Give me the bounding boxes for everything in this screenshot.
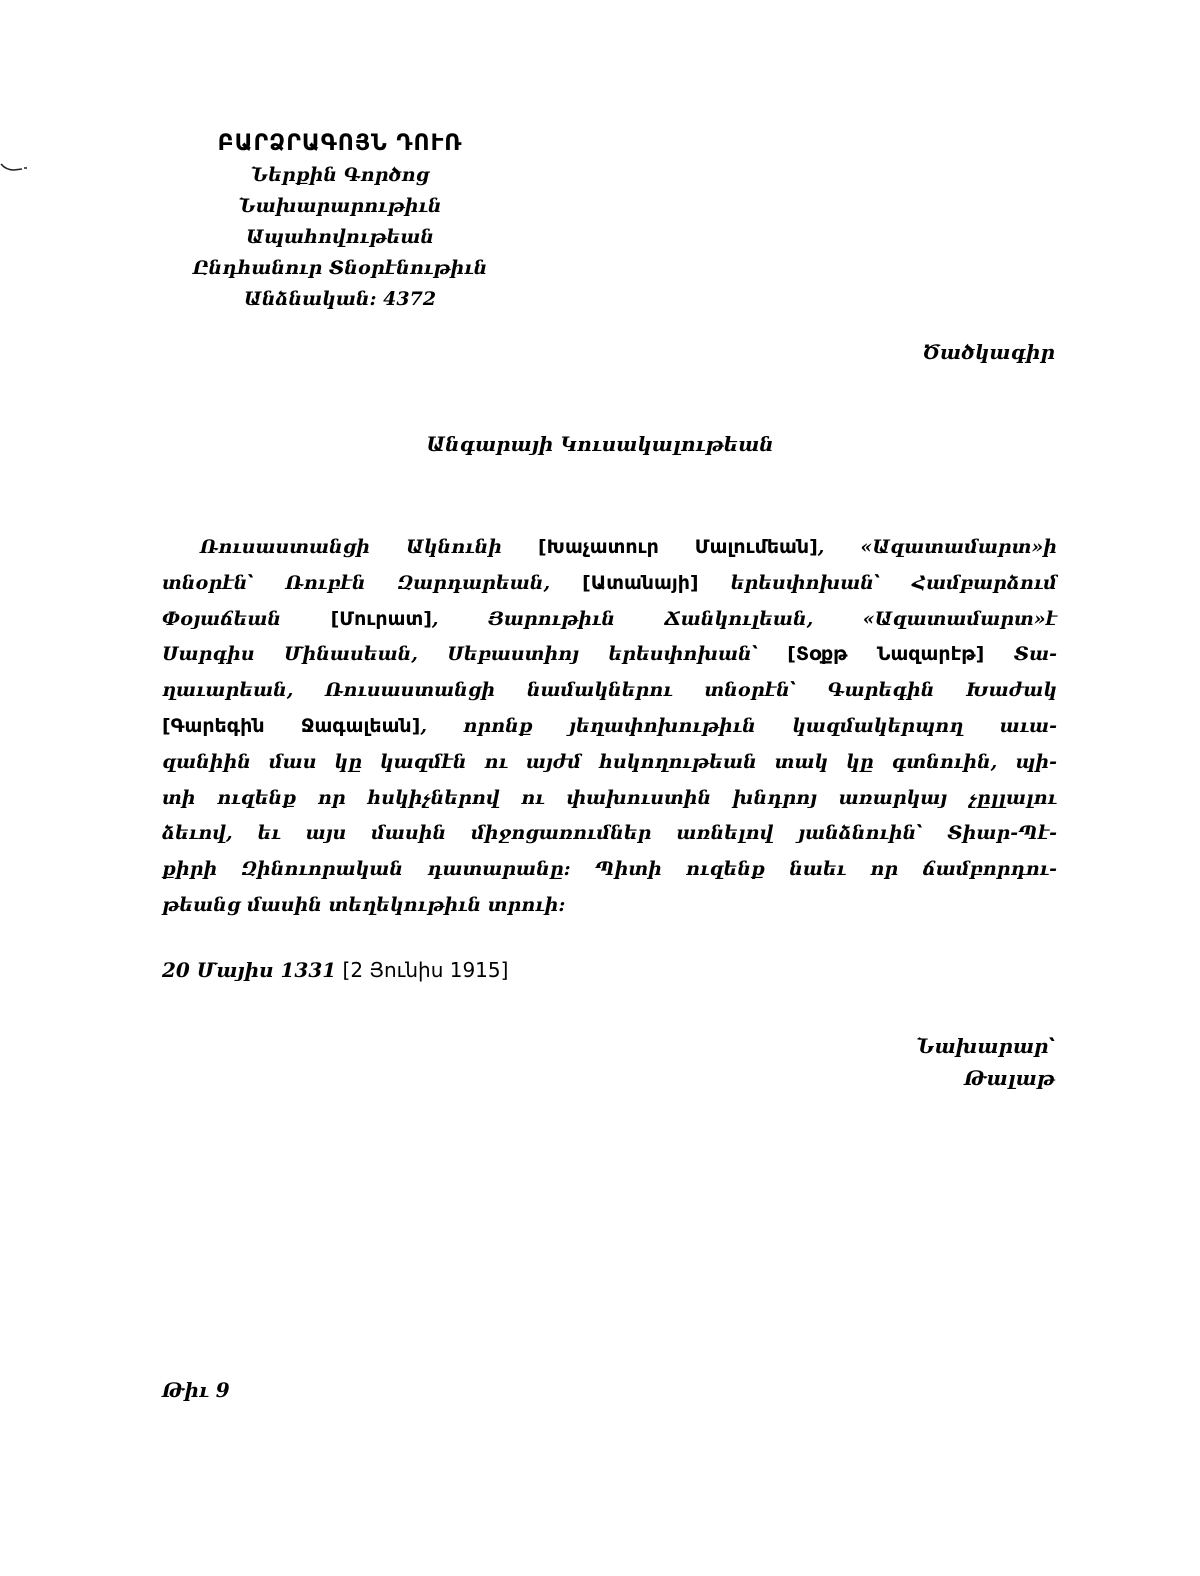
editorial-insertion: [Գարեգին Ջագալեան] [162,714,421,737]
body-text: երեսփոխան՝ Համբարձում [698,571,1057,594]
editorial-insertion: [Ատանայի] [582,571,699,594]
letterhead-line: Ներքին Գործոց [250,164,430,186]
letterhead-line: Ապահովութեան [245,226,435,248]
body-text: Փօյաճեան [162,607,331,630]
signatory-name: Թալաթ [964,1066,1055,1090]
body-text: ղաւարեան, Ռուսաստանցի նամակներու տնօրէն՝ Գարեգին Խաժակ [162,679,1057,702]
letterhead [180,128,500,315]
date-gregorian: [2 Յունիս 1915] [342,958,509,982]
body-text: թեանց մասին տեղեկութիւն տրուի: [162,893,566,916]
body-line [162,673,1057,709]
signature-block [916,1030,1055,1094]
letterhead-reference: Անձնական: 4372 [243,288,437,310]
body-line [162,602,1057,638]
body-line [162,781,1057,817]
letterhead-line: Նախարարութիւն [238,195,442,217]
date-line [162,958,508,982]
body-text: ձեւով, եւ այս մասին միջոցառումներ առնելով յանձնուին՝ Տիար-Պէ- [162,822,1057,845]
body-text: տի ուզենք որ հսկիչներով ու փախուստին խնդրոյ առարկայ չըլլալու [162,786,1057,809]
body-text: զանիին մաս կը կազմէն ու այժմ հսկողութեան տակ կը գտնուին, պի- [162,750,1057,773]
body-text: Ռուսաստանցի Ակնունի [200,536,538,558]
body-line [162,709,1057,745]
page-number: Թիւ 9 [162,1378,230,1402]
body-line [162,816,1057,852]
body-line [162,852,1057,888]
body-line [162,888,1057,924]
body-text: Սարգիս Մինասեան, Սեբաստիոյ երեսփոխան՝ [162,643,788,666]
editorial-insertion: [Մուրատ] [330,607,432,630]
body-line [162,566,1057,602]
body-text: , որոնք յեղափոխութիւն կազմակերպող աւա- [420,714,1057,737]
date-ottoman: 20 Մայիս 1331 [162,958,337,982]
letterhead-title: ԲԱՐՁՐԱԳՈՅՆ ԴՈՒՌ [217,131,463,156]
body-text: քիրի Զինուորական դատարանը: Պիտի ուզենք նաեւ որ ճամբորդու- [162,858,1057,881]
editorial-insertion: [Տօքթ Նազարէթ] [787,643,985,666]
margin-pen-mark [0,160,32,172]
letter-body [162,530,1057,924]
body-line [162,530,1057,566]
addressee: Անգարայի Կուսակալութեան [426,432,774,456]
body-text: , «Ազատամարտ»ի [817,536,1057,558]
body-text: , Յարութիւն Ճանկուլեան, «Ազատամարտ»է [431,607,1058,630]
signatory-role: Նախարար՝ [916,1034,1055,1058]
body-line [162,745,1057,781]
editorial-insertion: [Խաչատուր Մալումեան] [538,536,818,558]
letterhead-line: Ընդհանուր Տնօրէնութիւն [192,257,488,279]
body-text: Տա- [984,643,1058,666]
classification-label: Ծածկագիր [922,340,1055,364]
body-line [162,637,1057,673]
body-text: տնօրէն՝ Ռուբէն Զարդարեան, [162,571,583,594]
